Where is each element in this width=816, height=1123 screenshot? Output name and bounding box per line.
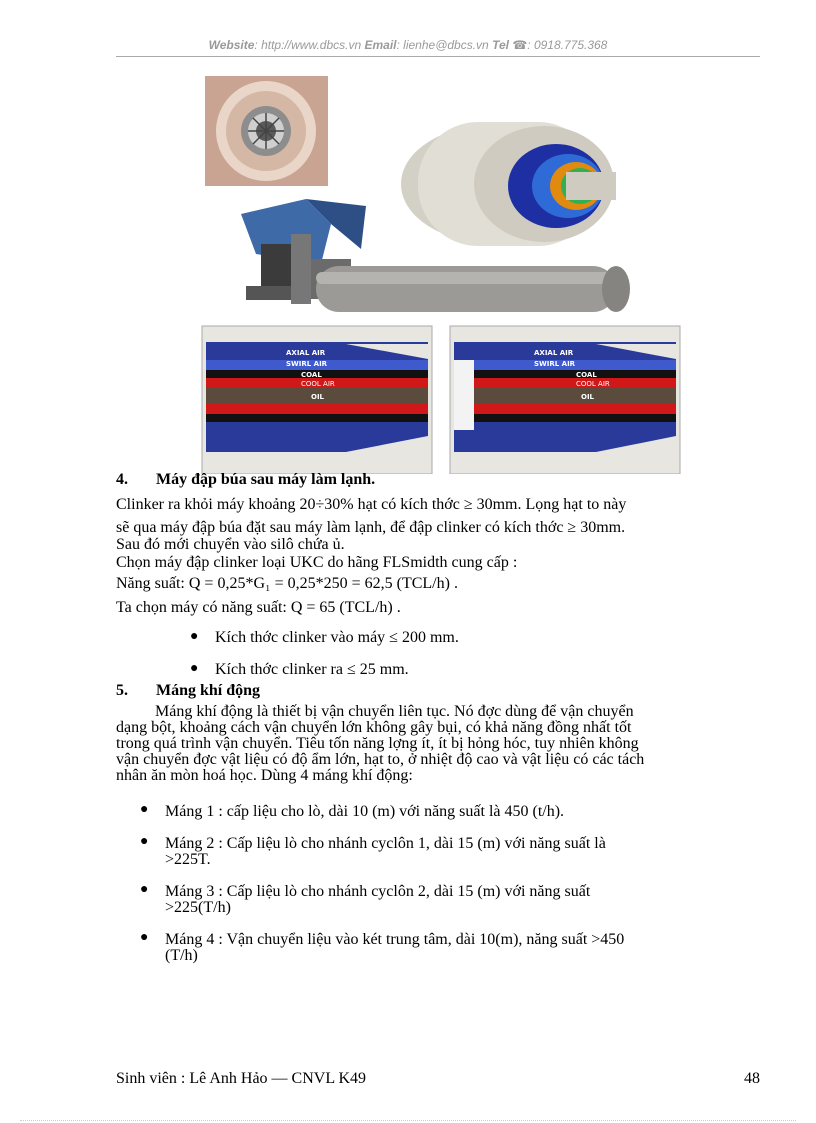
page-number: 48 xyxy=(744,1070,760,1087)
section-5-para-line-1: Máng khí động là thiết bị vận chuyển liên tục. Nó đợc dùng để vận chuyển xyxy=(155,703,634,720)
email-value: : lienhe@dbcs.vn xyxy=(396,38,489,52)
chute-item-2-line-2: >225T. xyxy=(165,851,211,868)
label-coal-left: COAL xyxy=(301,371,322,379)
burner-cutaway xyxy=(401,122,616,246)
label-cool-air-right: COOL AIR xyxy=(576,380,610,388)
label-swirl-air-left: SWIRL AIR xyxy=(286,360,328,368)
bullet-icon: ● xyxy=(190,661,199,676)
section-5-para-line-5: nhân ăn mòn hoá học. Dùng 4 máng khí động: xyxy=(116,767,413,784)
page-footer xyxy=(116,1070,760,1088)
chute-item-4-line-1: Máng 4 : Vận chuyển liệu vào két trung tâm, dài 10(m), năng suất >450 xyxy=(165,931,625,948)
section-4-crusher-choice: Chọn máy đập clinker loại UKC do hãng FLSmidth cung cấp : xyxy=(116,554,518,571)
chute-item-2-line-1: Máng 2 : Cấp liệu lò cho nhánh cyclôn 1, dài 15 (m) với năng suất là xyxy=(165,835,606,852)
bullet-icon: ● xyxy=(140,882,149,897)
section-4-line-3: Sau đó mới chuyển vào silô chứa ủ. xyxy=(116,536,345,553)
section-5-para-line-3: trong quá trình vận chuyển. Tiêu tốn năng lợng ít, ít bị hỏng hóc, tuy nhiên không xyxy=(116,735,639,752)
nozzle-photo xyxy=(205,76,328,186)
section-4-number: 4. xyxy=(116,471,128,488)
burner-figure xyxy=(196,74,696,474)
header-rule xyxy=(116,56,760,57)
chute-item-3-line-1: Máng 3 : Cấp liệu lò cho nhánh cyclôn 2, dài 15 (m) với năng suất xyxy=(165,883,591,900)
bullet-icon: ● xyxy=(190,629,199,644)
label-oil-left: OIL xyxy=(311,393,325,401)
website-value: : http://www.dbcs.vn xyxy=(254,38,362,52)
section-5-para-line-2: dạng bột, khoảng cách vận chuyển lớn không gây bụi, có khả năng đồng nhất tốt xyxy=(116,719,632,736)
chute-item-4-line-2: (T/h) xyxy=(165,947,198,964)
email-label: Email xyxy=(364,38,397,52)
section-4-capacity-calc: Năng suất: Q = 0,25*G₁ = 0,25*250 = 62,5 (TCL/h) . xyxy=(116,575,458,592)
tel-label: Tel xyxy=(492,38,509,52)
label-cool-air-left: COOL AIR xyxy=(301,380,335,388)
label-coal-right: COAL xyxy=(576,371,597,379)
section-5-title: Máng khí động xyxy=(156,682,261,699)
label-swirl-air-right: SWIRL AIR xyxy=(534,360,576,368)
footer-rule xyxy=(20,1120,796,1121)
section-4-bullet-2: Kích thớc clinker ra ≤ 25 mm. xyxy=(215,661,409,678)
section-4-line-1: Clinker ra khỏi máy khoảng 20÷30% hạt có kích thớc ≥ 30mm. Lọng hạt to này xyxy=(116,496,627,513)
section-4-line-2: sẽ qua máy đập búa đặt sau máy làm lạnh, để đập clinker có kích thớc ≥ 30mm. xyxy=(116,519,626,536)
page-header xyxy=(0,38,816,52)
burner-section-left xyxy=(202,326,432,474)
tel-value: : 0918.775.368 xyxy=(527,38,608,52)
chute-item-1-line-1: Máng 1 : cấp liệu cho lò, dài 10 (m) với năng suất là 450 (t/h). xyxy=(165,803,565,820)
section-5-para-line-4: vận chuyển đợc vật liệu có độ ẩm lớn, hạt to, ở nhiệt độ cao và vật liệu có các tách xyxy=(116,751,645,768)
section-4-heading xyxy=(116,472,760,488)
label-oil-right: OIL xyxy=(581,393,595,401)
label-axial-air-right: AXIAL AIR xyxy=(534,349,574,357)
bullet-icon: ● xyxy=(140,930,149,945)
student-info: Sinh viên : Lê Anh Hảo — CNVL K49 xyxy=(116,1070,367,1087)
section-4-bullet-1: Kích thớc clinker vào máy ≤ 200 mm. xyxy=(215,629,459,646)
bullet-icon: ● xyxy=(140,834,149,849)
section-5-heading xyxy=(116,683,760,699)
chute-item-3-line-2: >225(T/h) xyxy=(165,899,231,916)
section-5-number: 5. xyxy=(116,682,128,699)
section-4-title: Máy đập búa sau máy làm lạnh. xyxy=(156,471,376,488)
burner-section-right xyxy=(450,326,680,474)
label-axial-air-left: AXIAL AIR xyxy=(286,349,326,357)
phone-icon: ☎ xyxy=(512,38,528,52)
section-4-capacity-choice: Ta chọn máy có năng suất: Q = 65 (TCL/h) . xyxy=(116,599,401,616)
bullet-icon: ● xyxy=(140,802,149,817)
website-label: Website xyxy=(208,38,255,52)
